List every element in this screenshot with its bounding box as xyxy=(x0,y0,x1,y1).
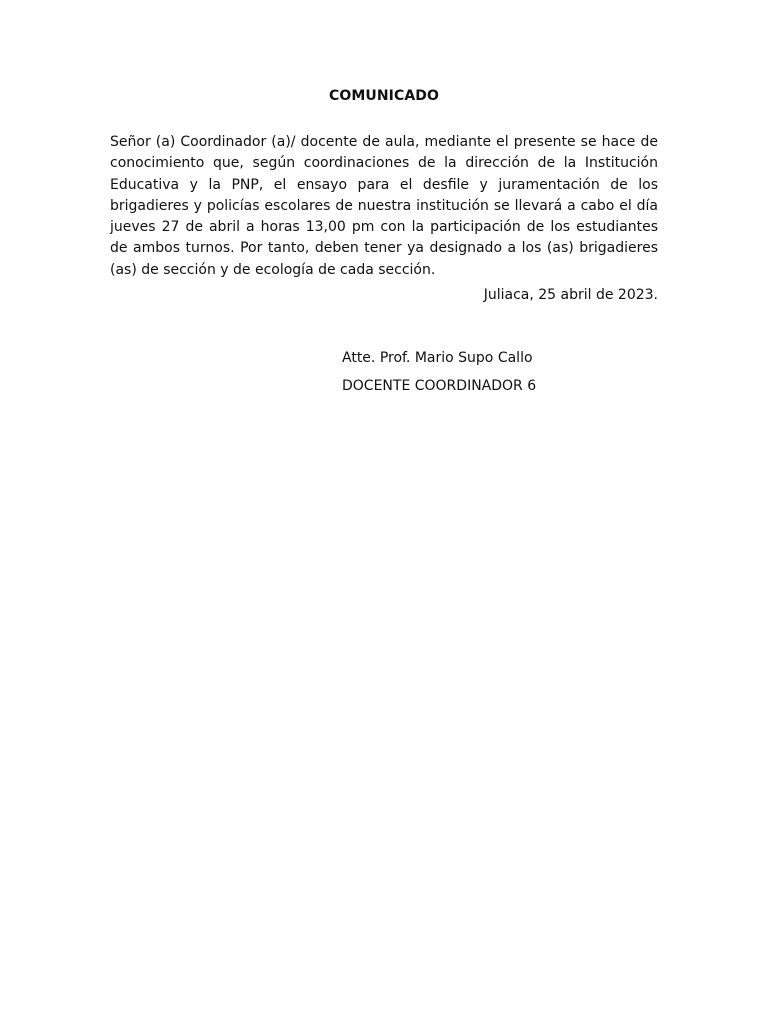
body-paragraph: Señor (a) Coordinador (a)/ docente de aula, mediante el presente se hace de conocimiento que, según coordinaciones de la dirección de la Institución Educativa y la PNP, el ensayo para el desfile y juramentación de los brigadieres y policías escolares de nuestra institución se llevará a cabo el día jueves 27 de abril a horas 13,00 pm con la participación de los estudiantes de ambos turnos. Por tanto, deben tener ya designado a los (as) brigadieres (as) de sección y de ecología de cada sección. xyxy=(110,134,658,278)
document-title: COMUNICADO xyxy=(328,88,440,104)
signature-role-line: DOCENTE COORDINADOR 6 xyxy=(342,378,537,394)
place-date-line: Juliaca, 25 abril de 2023. xyxy=(483,287,658,303)
signature-block xyxy=(342,350,536,394)
signature-name-line: Atte. Prof. Mario Supo Callo xyxy=(342,350,533,366)
